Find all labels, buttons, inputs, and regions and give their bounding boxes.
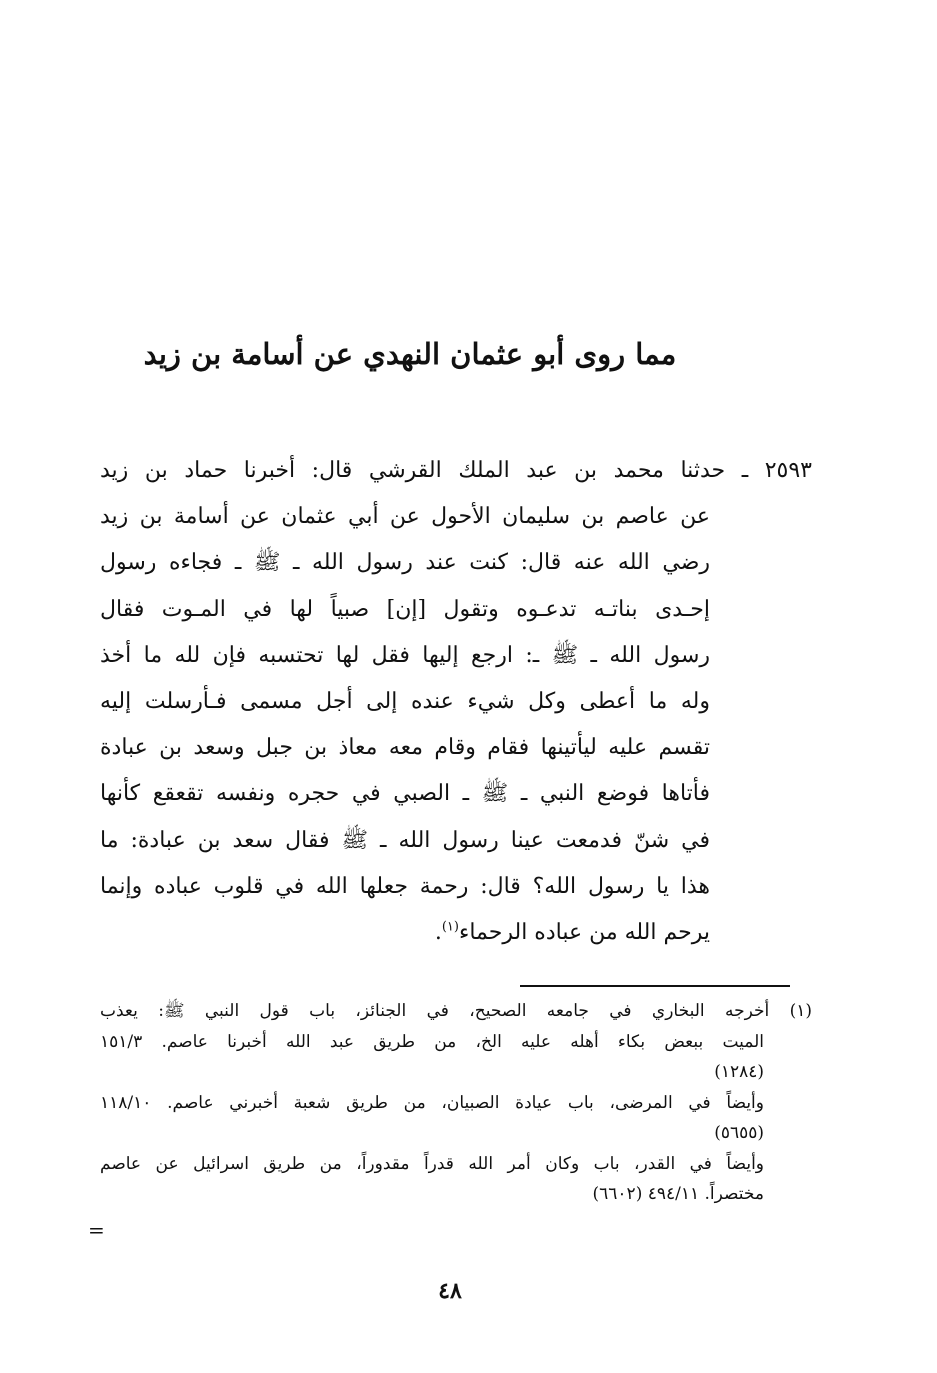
footnote-line: (١) أخرجه البخاري في جامعه الصحيح، في الجنائز، باب قول النبي ﷺ: يعذب [100,1001,812,1021]
continuation-mark: = [88,1218,105,1242]
page-number: ٤٨ [438,1278,462,1304]
footnotes [100,996,812,1210]
hadith-line: هذا يا رسول الله؟ قال: رحمة جعلها الله في قلوب عباده وإنما [100,873,710,899]
footnote-line: (٥٦٥٥) [714,1123,764,1143]
hadith-line-text: يرحم الله من عباده الرحماء [458,919,710,945]
hadith-line: إحـدى بناتـه تدعـوه وتقول [إن] صبياً لها في المـوت فقال [100,596,710,622]
hadith-text [100,448,812,956]
chapter-title: مما روى أبو عثمان النهدي عن أسامة بن زيد [143,337,677,371]
footnote-line: وأيضاً في المرضى، باب عيادة الصبيان، من طريق شعبة أخبرني عاصم. ١١٨/١٠ [100,1092,764,1113]
hadith-line: في شنّ فدمعت عينا رسول الله ـ ﷺ فقال سعد بن عبادة: ما [100,827,710,853]
hadith-last-line [100,910,710,956]
hadith-line: رسول الله ـ ﷺ ـ: ارجع إليها فقل لها تحتسبه فإن لله ما أخذ [100,642,710,668]
hadith-line: عن عاصم بن سليمان الأحول عن أبي عثمان عن أسامة بن زيد [100,504,710,530]
footnote-line: وأيضاً في القدر، باب وكان أمر الله قدراً مقدوراً، من طريق اسرائيل عن عاصم [100,1153,764,1174]
footnote-line: (١٢٨٤) [714,1062,764,1082]
hadith-line: وله ما أعطى وكل شيء عنده إلى أجل مسمى فـأرسلت إليه [100,688,710,714]
hadith-line: تقسم عليه ليأتينها فقام وقام معه معاذ بن جبل وسعد بن عبادة [100,735,710,761]
hadith-line: ٢٥٩٣ ـ حدثنا محمد بن عبد الملك القرشي قال: أخبرنا حماد بن زيد [100,458,812,483]
footnote-line: مختصراً. ٤٩٤/١١ (٦٦٠٢) [592,1184,764,1204]
footnote-divider [520,985,790,987]
footnote-reference[interactable]: (١) [441,919,459,935]
footnote-line: الميت ببعض بكاء أهله عليه الخ، من طريق عبد الله أخبرنا عاصم. ١٥١/٣ [100,1031,764,1052]
hadith-line: فأتاها فوضع النبي ـ ﷺ ـ الصبي في حجره ونفسه تقعقع كأنها [100,781,710,807]
hadith-line: رضي الله عنه قال: كنت عند رسول الله ـ ﷺ ـ فجاءه رسول [100,550,710,576]
end-punctuation: . [434,919,442,945]
